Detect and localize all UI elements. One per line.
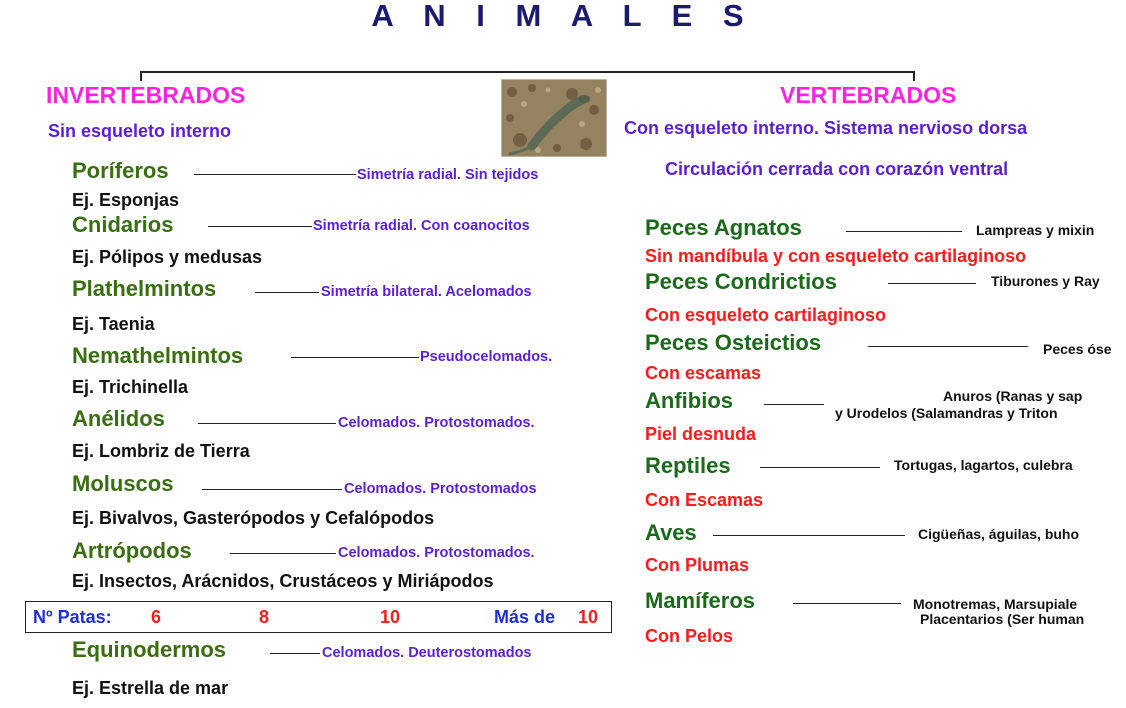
group-trait: Con esqueleto cartilaginoso [645, 305, 887, 325]
legs-more-label: Más de [494, 607, 556, 627]
group-peces-agnatos: Peces Agnatos [645, 215, 802, 240]
group-description: Pseudocelomados. [420, 349, 553, 365]
vertebrates-heading: VERTEBRADOS [780, 82, 957, 108]
vertebrates-subtitle: Circulación cerrada con corazón ventral [665, 159, 1009, 179]
group-cnidarios: Cnidarios [72, 212, 174, 237]
group-example: Ej. Lombriz de Tierra [72, 441, 250, 461]
group-examples: Monotremas, Marsupiale [913, 596, 1078, 612]
connector-right-tick [913, 71, 915, 81]
group-reptiles: Reptiles [645, 453, 731, 478]
legs-value: 8 [259, 607, 270, 627]
lizard-photo [501, 79, 607, 157]
group-artropodos: Artrópodos [72, 538, 192, 563]
group-example: Ej. Pólipos y medusas [72, 247, 263, 267]
group-example: Ej. Taenia [72, 314, 155, 334]
group-examples: Cigüeñas, águilas, buho [918, 526, 1080, 542]
group-peces-condrictios: Peces Condrictios [645, 269, 837, 294]
connector-line [194, 174, 356, 175]
group-description: Celomados. Protostomados. [338, 415, 535, 431]
connector-line [713, 535, 905, 536]
vertebrates-subtitle: Con esqueleto interno. Sistema nervioso dorsa [624, 118, 1028, 138]
connector-line [270, 653, 320, 654]
group-anfibios: Anfibios [645, 388, 733, 413]
connector-line [291, 357, 419, 358]
group-examples: y Urodelos (Salamandras y Triton [835, 405, 1058, 421]
group-example: Ej. Esponjas [72, 190, 180, 210]
legs-value: 6 [151, 607, 162, 627]
group-description: Simetría radial. Con coanocitos [313, 218, 530, 234]
connector-line [140, 71, 915, 73]
group-examples: Tiburones y Ray [991, 273, 1100, 289]
group-description: Celomados. Protostomados. [338, 545, 535, 561]
connector-line [760, 467, 880, 468]
connector-line [888, 283, 976, 284]
group-equinodermos: Equinodermos [72, 637, 227, 662]
group-example: Ej. Estrella de mar [72, 678, 229, 698]
group-poriferos: Poríferos [72, 158, 169, 183]
group-trait: Con escamas [645, 363, 762, 383]
group-nemathelmintos: Nemathelmintos [72, 343, 244, 368]
connector-line [846, 231, 962, 232]
group-examples: Placentarios (Ser human [920, 611, 1085, 627]
group-moluscos: Moluscos [72, 471, 174, 496]
group-plathelmintos: Plathelmintos [72, 276, 217, 301]
connector-line [255, 292, 319, 293]
connector-left-tick [140, 71, 142, 81]
invertebrates-subtitle: Sin esqueleto interno [48, 121, 232, 141]
group-description: Celomados. Protostomados [344, 481, 537, 497]
connector-line [208, 226, 312, 227]
group-trait: Sin mandíbula y con esqueleto cartilaginoso [645, 246, 1027, 266]
group-examples: Peces óse [1043, 341, 1112, 357]
group-description: Simetría bilateral. Acelomados [321, 284, 532, 300]
group-anelidos: Anélidos [72, 406, 165, 431]
group-example: Ej. Insectos, Arácnidos, Crustáceos y Miriápodos [72, 571, 494, 591]
legs-value: 10 [380, 607, 401, 627]
group-trait: Piel desnuda [645, 424, 757, 444]
group-examples: Anuros (Ranas y sap [943, 388, 1083, 404]
group-trait: Con Plumas [645, 555, 750, 575]
connector-line [868, 346, 1028, 347]
page-title: A N I M A L E S [371, 0, 755, 33]
group-aves: Aves [645, 520, 697, 545]
connector-line [230, 553, 336, 554]
legs-label: Nº Patas: [33, 607, 112, 627]
group-trait: Con Escamas [645, 490, 764, 510]
connector-line [198, 423, 336, 424]
group-peces-osteictios: Peces Osteictios [645, 330, 822, 355]
connector-line [793, 603, 901, 604]
group-description: Celomados. Deuterostomados [322, 645, 532, 661]
group-description: Simetría radial. Sin tejidos [357, 167, 539, 183]
invertebrates-heading: INVERTEBRADOS [46, 82, 246, 108]
group-example: Ej. Bivalvos, Gasterópodos y Cefalópodos [72, 508, 435, 528]
group-examples: Tortugas, lagartos, culebra [894, 457, 1073, 473]
connector-line [202, 489, 342, 490]
legs-more-value: 10 [578, 607, 599, 627]
group-example: Ej. Trichinella [72, 377, 189, 397]
connector-line [764, 404, 824, 405]
group-trait: Con Pelos [645, 626, 734, 646]
group-mamiferos: Mamíferos [645, 588, 756, 613]
group-examples: Lampreas y mixin [976, 222, 1095, 238]
